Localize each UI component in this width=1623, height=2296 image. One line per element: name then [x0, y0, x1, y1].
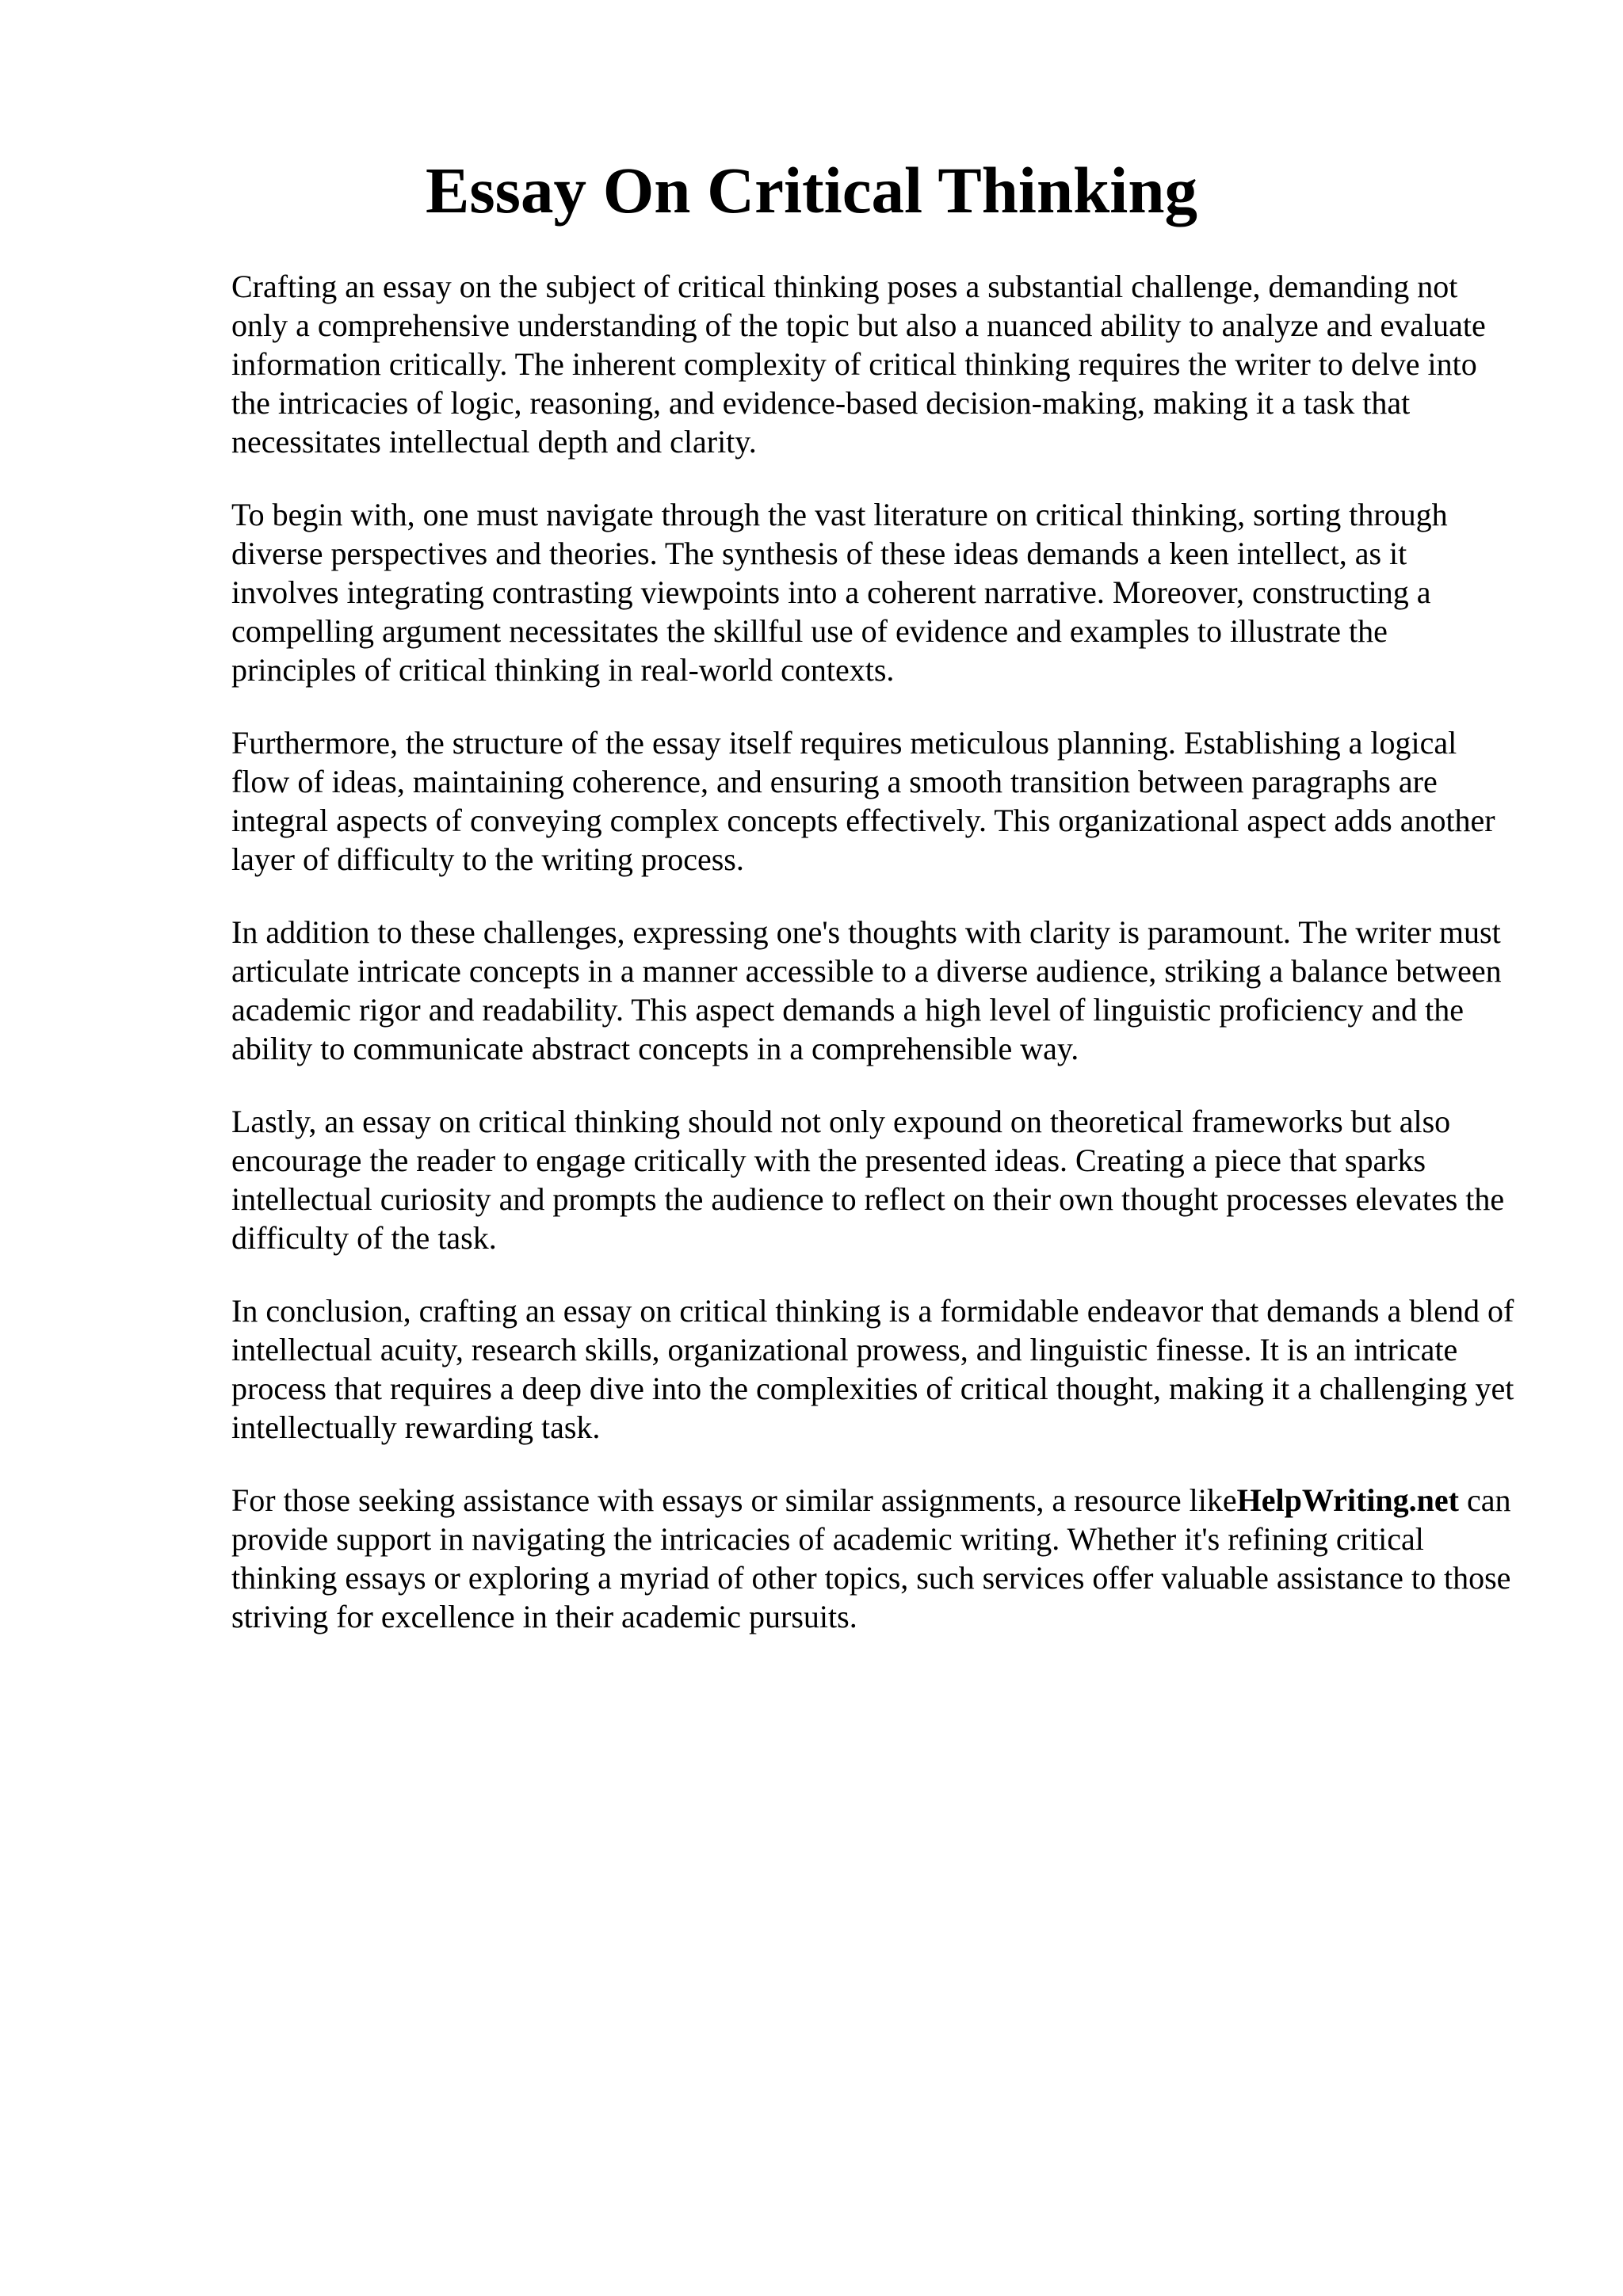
- document-title: Essay On Critical Thinking: [426, 154, 1197, 227]
- paragraph-intro: Crafting an essay on the subject of critical thinking poses a substantial challenge, demanding not only a comprehensive understanding of the topic but also a nuanced ability to analyze and evaluate information critically. The inherent complexity of critical thinking requires the writer to delve into the intricacies of logic, reasoning, and evidence-based decision-making, making it a task that necessitates intellectual depth and clarity.: [231, 269, 1486, 460]
- paragraph-structure: Furthermore, the structure of the essay itself requires meticulous planning. Establishing a logical flow of ideas, maintaining coherence, and ensuring a smooth transition between paragraphs are integral aspects of conveying complex concepts effectively. This organizational aspect adds another layer of difficulty to the writing process.: [231, 725, 1495, 877]
- closing-text-before: For those seeking assistance with essays or similar assignments, a resource like: [231, 1482, 1237, 1518]
- document-body: [231, 267, 1515, 1670]
- paragraph-closing: [231, 1481, 1515, 1636]
- paragraph-engagement: Lastly, an essay on critical thinking should not only expound on theoretical frameworks but also encourage the reader to engage critically with the presented ideas. Creating a piece that sparks intellectual curiosity and prompts the audience to reflect on their own thought processes elevates the difficulty of the task.: [231, 1104, 1505, 1256]
- brand-name: HelpWriting.net: [1236, 1482, 1459, 1518]
- closing-text-after: can provide support in navigating the intricacies of academic writing. Whether it's refining critical thinking essays or exploring a myriad of other topics, such services offer valuable assistance to those striving for excellence in their academic pursuits.: [231, 1482, 1511, 1634]
- paragraph-conclusion: In conclusion, crafting an essay on critical thinking is a formidable endeavor that demands a blend of intellectual acuity, research skills, organizational prowess, and linguistic finesse. It is an intricate process that requires a deep dive into the complexities of critical thought, making it a challenging yet intellectually rewarding task.: [231, 1293, 1514, 1445]
- paragraph-literature: To begin with, one must navigate through the vast literature on critical thinking, sorting through diverse perspectives and theories. The synthesis of these ideas demands a keen intellect, as it involves integrating contrasting viewpoints into a coherent narrative. Moreover, constructing a compelling argument necessitates the skillful use of evidence and examples to illustrate the principles of critical thinking in real-world contexts.: [231, 497, 1448, 688]
- paragraph-clarity: In addition to these challenges, expressing one's thoughts with clarity is paramount. The writer must articulate intricate concepts in a manner accessible to a diverse audience, striking a balance between academic rigor and readability. This aspect demands a high level of linguistic proficiency and the ability to communicate abstract concepts in a comprehensible way.: [231, 914, 1502, 1066]
